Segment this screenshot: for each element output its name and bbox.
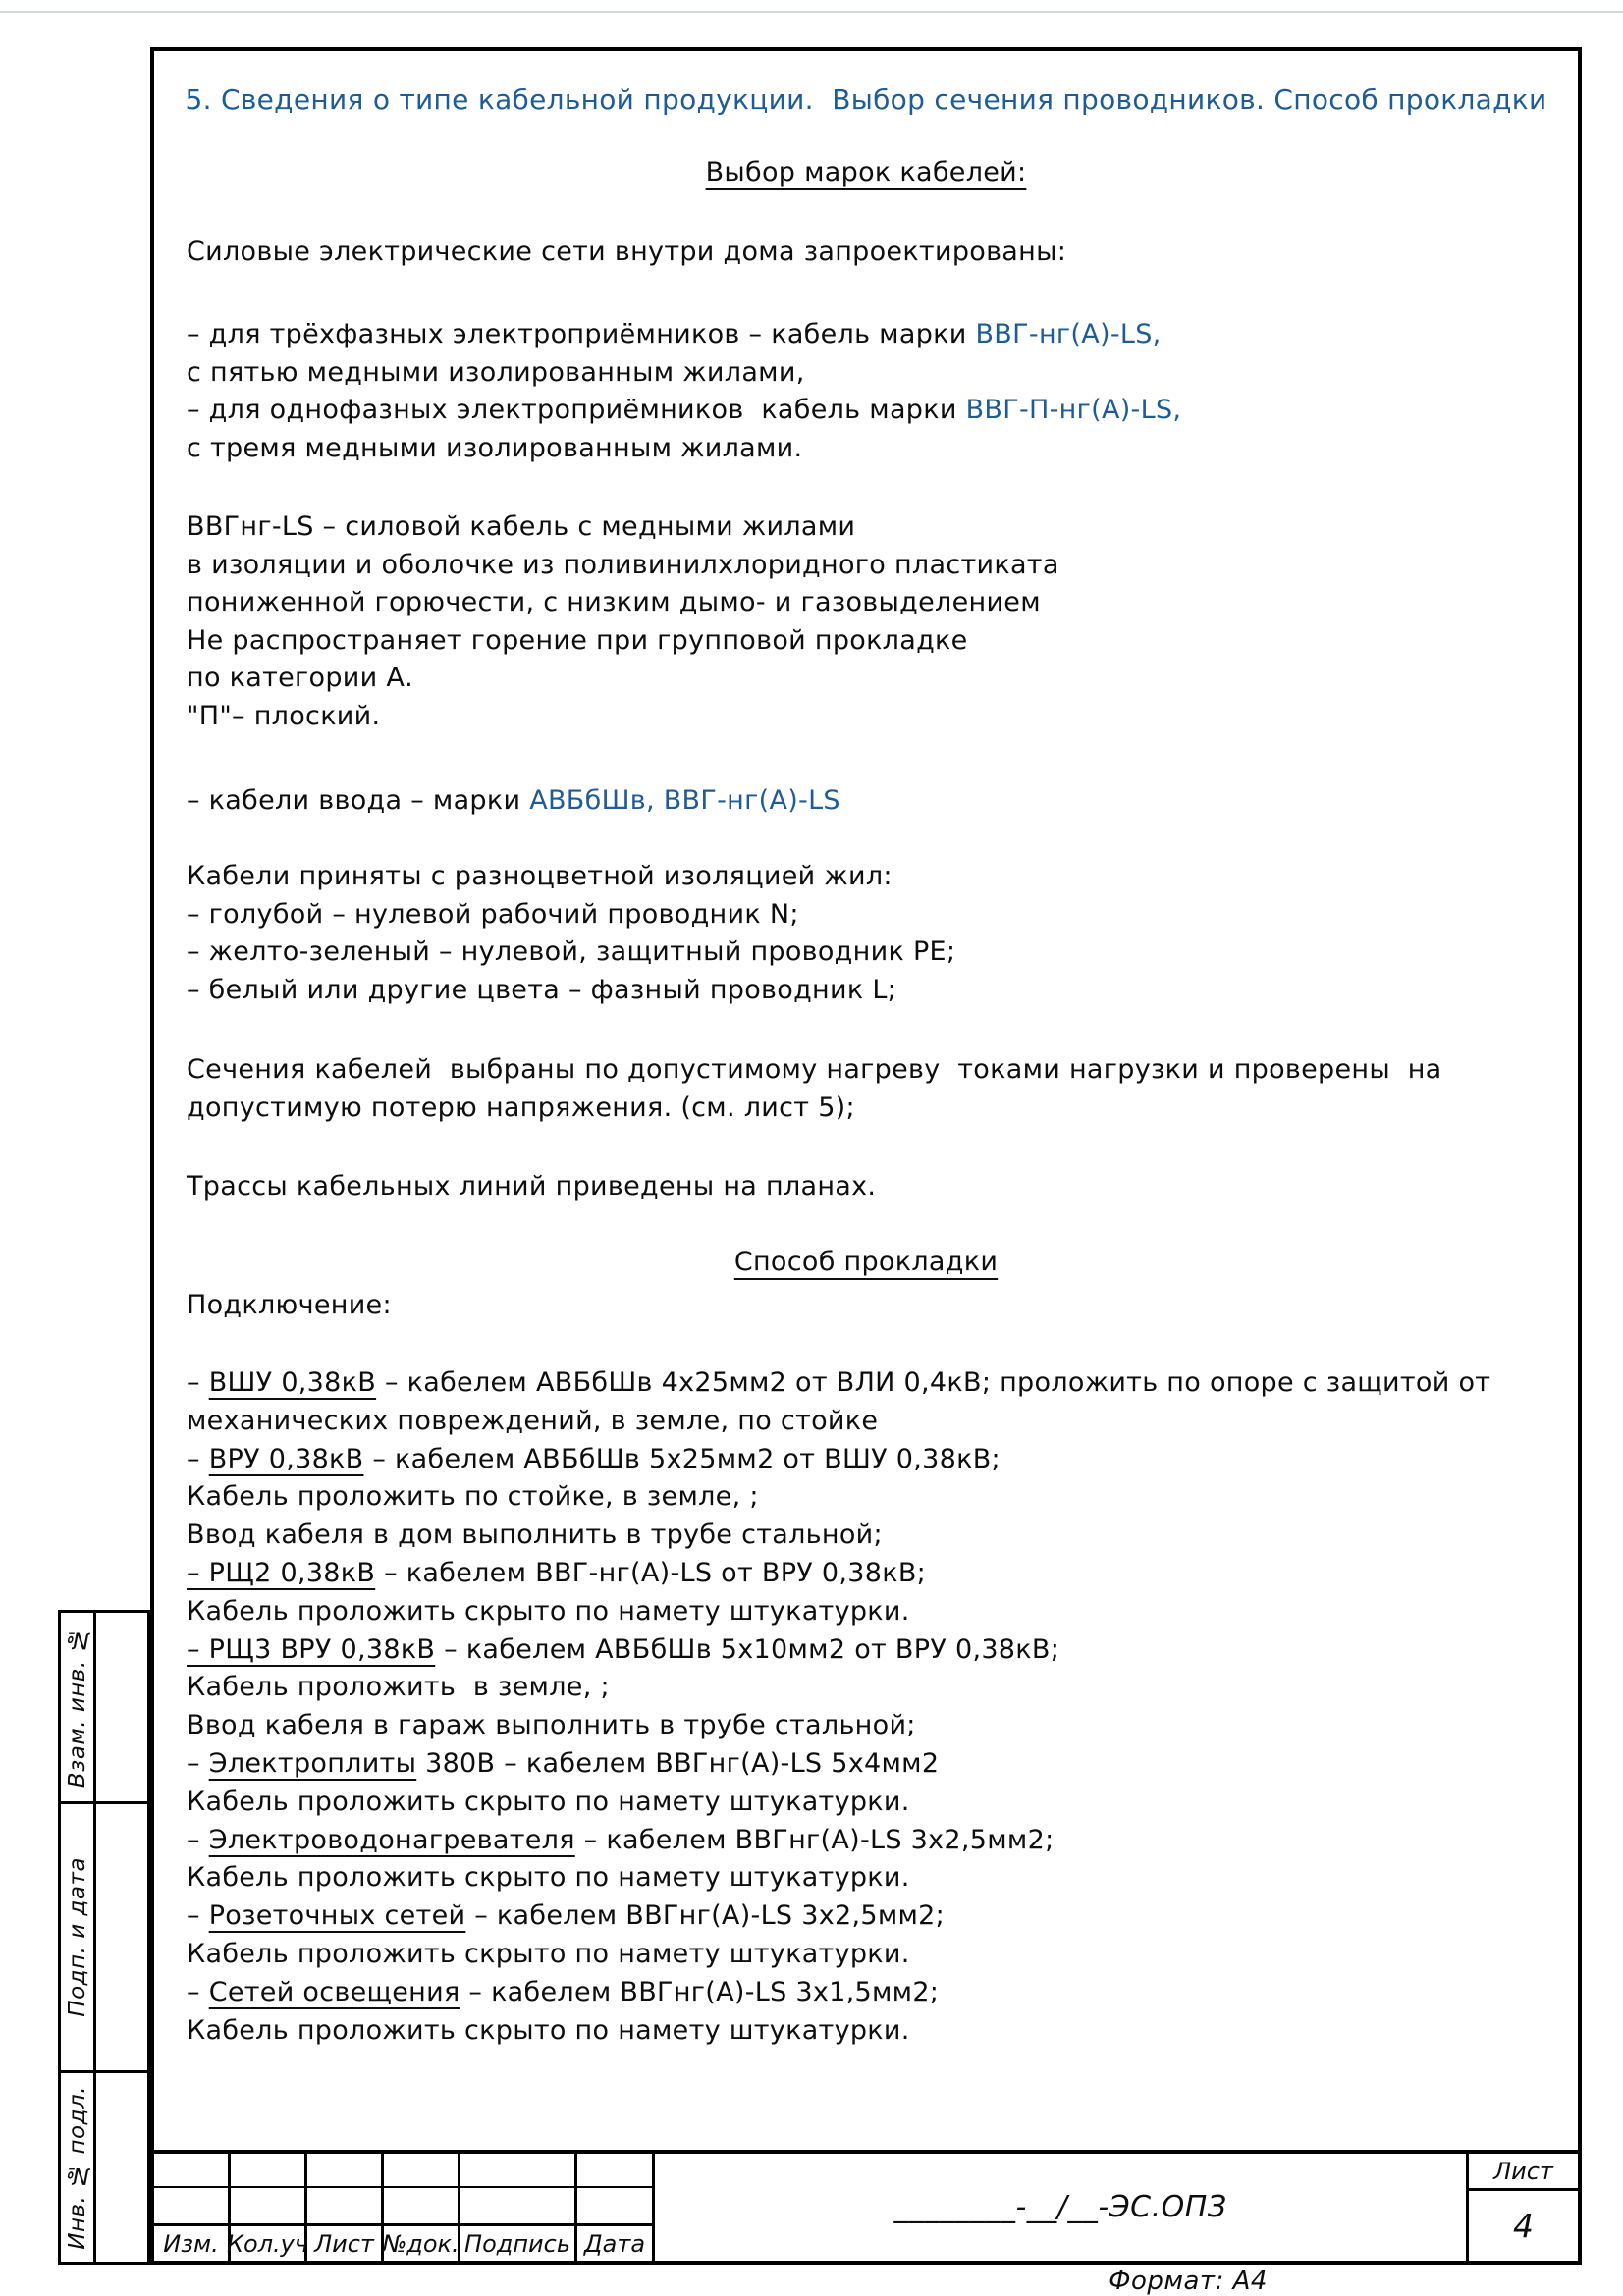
text-line: – белый или другие цвета – фазный проводник L; [187,974,897,1005]
sheet-number: 4 [1513,2207,1534,2245]
column-header-list: Лист [307,2223,384,2261]
page-title: 5. Сведения о типе кабельной продукции. Выбор сечения проводников. Способ прокладки [185,83,1547,116]
phase-cables-paragraph [187,316,1181,467]
text-line: – ВШУ 0,38кВ – кабелем АВБбШв 4х25мм2 от ВЛИ 0,4кВ; проложить по опоре с защитой от [187,1367,1491,1398]
text-line: Кабели приняты с разноцветной изоляцией жил: [187,861,893,891]
text-line: с пятью медными изолированным жилами, [187,356,805,388]
document-code: ________-__/__-ЭС.ОПЗ [893,2190,1227,2224]
text-line: – желто-зеленый – нулевой, защитный проводник PE; [187,936,956,968]
margin-cell-inv [61,2070,96,2262]
revision-empty-cell [154,2154,231,2186]
text-line: Не распространяет горение при групповой прокладке [187,624,968,656]
sheet-cell [1466,2154,1578,2261]
text-line: пониженной горючести, с низким дымо- и газовыделением [187,587,1041,618]
revision-empty-cell [460,2154,577,2186]
text-line: – кабели ввода – марки АВБбШв, ВВГ-нг(А)-LS [187,785,840,816]
text-line: – для трёхфазных электроприёмников – кабель марки ВВГ-нг(А)-LS, [187,319,1162,349]
text-line: – РЩ2 0,38кВ – кабелем ВВГ-нг(А)-LS от ВРУ 0,38кВ; [187,1557,927,1588]
text-line: Кабель проложить скрыто по намету штукатурки. [187,1862,910,1894]
entry-cables-line [187,782,840,821]
text-line: – ВРУ 0,38кВ – кабелем АВБбШв 5х25мм2 от ВШУ 0,38кВ; [187,1443,1001,1474]
title-block [154,2150,1578,2261]
revision-empty-cell [384,2186,460,2223]
connection-label: Подключение: [187,1290,392,1320]
heading-laying-method: Способ прокладки [733,1247,999,1277]
revision-empty-cell [577,2186,655,2223]
text-line: – голубой – нулевой рабочий проводник N; [187,898,799,930]
text-line: Кабель проложить скрыто по намету штукатурки. [187,1938,910,1969]
text-line: Кабель проложить скрыто по намету штукатурки. [187,1786,910,1817]
revision-empty-cell [231,2186,307,2223]
revision-empty-cell [460,2186,577,2223]
margin-cell-podp [61,1801,96,2070]
sections-selected-paragraph [187,1051,1442,1127]
title-block-revision-table [154,2154,655,2261]
format-label: Формат: А4 [1109,2267,1268,2296]
heading-cable-marks: Выбор марок кабелей: [705,157,1027,187]
column-header-ndok: №док. [384,2223,460,2261]
text-line: механических повреждений, в земле, по стойке [187,1405,879,1436]
text-line: Сечения кабелей выбраны по допустимому нагреву токами нагрузки и проверены на [187,1054,1442,1085]
text-line: – Сетей освещения – кабелем ВВГнг(А)-LS 3х1,5мм2; [187,1976,940,2007]
text-line: в изоляции и оболочке из поливинилхлоридного пластиката [187,549,1059,580]
margin-empty-cell [96,1613,147,1801]
margin-empty-cell [96,2070,147,2262]
vvg-description-paragraph [187,508,1059,736]
text-line: Ввод кабеля в гараж выполнить в трубе стальной; [187,1710,916,1741]
revision-empty-cell [384,2154,460,2186]
margin-label-inv: Инв. № подл. [64,2085,90,2250]
text-line: ВВГнг-LS – силовой кабель с медными жилами [187,511,856,542]
text-line: Кабель проложить в земле, ; [187,1672,610,1703]
text-line: с тремя медными изолированным жилами. [187,432,803,463]
revision-empty-cell [307,2186,384,2223]
sheet-label: Лист [1469,2154,1578,2191]
text-line: Ввод кабеля в дом выполнить в трубе стальной; [187,1520,883,1551]
text-line: Силовые электрические сети внутри дома запроектированы: [187,237,1067,267]
revision-empty-cell [307,2154,384,2186]
text-line: "П"– плоский. [187,700,381,731]
column-header-koluch: Кол.уч [231,2223,307,2261]
text-line: по категории А. [187,663,414,694]
core-colors-paragraph [187,858,955,1009]
text-line: – Электроплиты 380В – кабелем ВВГнг(А)-LS 5х4мм2 [187,1747,940,1779]
revision-empty-cell [231,2154,307,2186]
margin-label-podp: Подп. и дата [64,1857,90,2017]
margin-strip [58,1610,150,2265]
text-line: Кабель проложить скрыто по намету штукатурки. [187,1595,910,1627]
revision-empty-cell [577,2154,655,2186]
column-header-izm: Изм. [154,2223,231,2261]
text-line: Трассы кабельных линий приведены на планах. [187,1171,877,1201]
text-line: – Электроводонагревателя – кабелем ВВГнг(А)-LS 3х2,5мм2; [187,1824,1055,1855]
margin-empty-cell [96,1801,147,2070]
text-line: допустимую потерю напряжения. (см. лист 5); [187,1092,855,1123]
text-line: Кабель проложить скрыто по намету штукатурки. [187,2014,910,2046]
text-line: Кабель проложить по стойке, в земле, ; [187,1481,759,1513]
routes-line [187,1168,876,1206]
column-header-podpis: Подпись [460,2223,577,2261]
connection-paragraph [187,1364,1490,2050]
column-header-data: Дата [577,2223,655,2261]
margin-cell-vzam [61,1613,96,1801]
text-line: – РЩ3 ВРУ 0,38кВ – кабелем АВБбШв 5х10мм2 от ВРУ 0,38кВ; [187,1633,1060,1665]
text-line: – для однофазных электроприёмников кабель марки ВВГ-П-нг(А)-LS, [187,395,1182,426]
margin-label-vzam: Взам. инв. № [64,1626,90,1789]
revision-empty-cell [154,2186,231,2223]
page-top-edge [0,11,1623,13]
text-line: – Розеточных сетей – кабелем ВВГнг(А)-LS 3х2,5мм2; [187,1900,946,1932]
intro-paragraph [187,234,1066,272]
